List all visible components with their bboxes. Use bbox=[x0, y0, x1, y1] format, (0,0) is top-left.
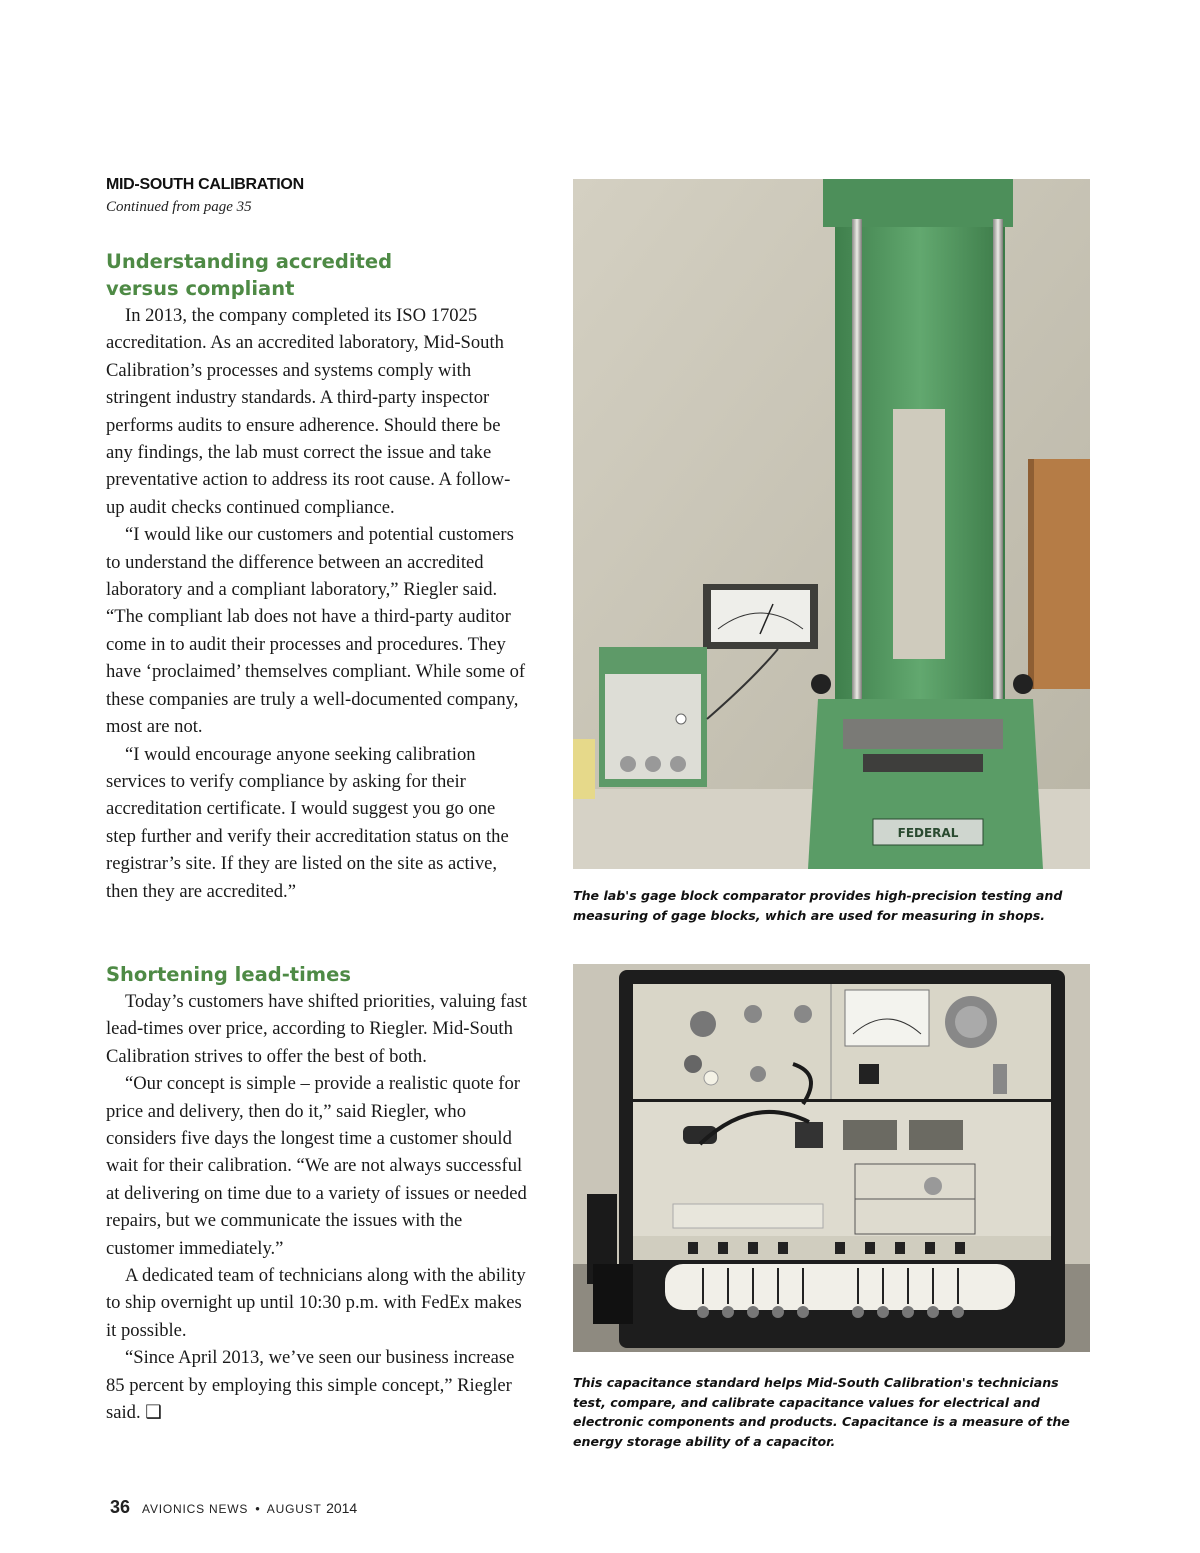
issue-month: AUGUST bbox=[266, 1502, 322, 1516]
footer-separator: • bbox=[255, 1501, 260, 1516]
continued-note: Continued from page 35 bbox=[106, 199, 252, 215]
photo-caption: This capacitance standard helps Mid-South Calibration's technicians test, compare, and calibrate capacitance values for electrical and electronic components and products. Capacitance is a measure of the energy storage ability of a capacitor. bbox=[573, 1375, 1070, 1449]
section-heading bbox=[106, 248, 528, 302]
paragraph: “I would like our customers and potential customers to understand the difference between an accredited laboratory and a compliant laboratory,” Riegler said. “The compliant lab does not have a third-party auditor come in to audit their processes and procedures. They have ‘proclaimed’ themselves compliant. While some of these companies are truly a well-documented company, most are not. bbox=[106, 524, 526, 738]
issue-year: 2014 bbox=[326, 1500, 358, 1516]
page-footer bbox=[110, 1497, 357, 1518]
section-heading: Shortening lead-times bbox=[106, 963, 351, 986]
page-number: 36 bbox=[110, 1497, 131, 1517]
magazine-name: AVIONICS NEWS bbox=[142, 1502, 249, 1516]
heading-line-2: versus compliant bbox=[106, 277, 295, 300]
article-section-1 bbox=[106, 248, 528, 905]
brand-plate-text: FEDERAL bbox=[897, 826, 959, 840]
capacitance-standard-photo bbox=[573, 964, 1090, 1352]
paragraph: “Since April 2013, we’ve seen our business increase 85 percent by employing this simple concept,” Riegler said. ❑ bbox=[106, 1347, 515, 1424]
paragraph: A dedicated team of technicians along with the ability to ship overnight up until 10:30 p.m. with FedEx makes it possible. bbox=[106, 1265, 526, 1341]
paragraph: “I would encourage anyone seeking calibration services to verify compliance by asking for their accreditation certificate. I would suggest you go one step further and verify their accreditation status on the registrar’s site. If they are listed on the site as active, then they are accredited.” bbox=[106, 743, 509, 902]
article-section-2 bbox=[106, 961, 528, 1427]
photo-caption: The lab's gage block comparator provides high-precision testing and measuring of gage blocks, which are used for measuring in shops. bbox=[573, 888, 1063, 923]
heading-line-1: Understanding accredited bbox=[106, 250, 393, 273]
gage-block-comparator-photo bbox=[573, 179, 1090, 869]
paragraph: In 2013, the company completed its ISO 17025 accreditation. As an accredited laboratory, Mid-South Calibration’s processes and systems comply with stringent industry standards. A third-party inspector performs audits to ensure adherence. Should there be any findings, the lab must correct the issue and take preventative action to address its root cause. A follow-up audit checks continued compliance. bbox=[106, 305, 511, 518]
paragraph: “Our concept is simple – provide a realistic quote for price and delivery, then do it,” said Riegler, who considers five days the longest time a customer should wait for their calibration. “We are not always successful at delivering on time due to a variety of issues or needed repairs, but we communicate the issues with the customer immediately.” bbox=[106, 1073, 527, 1259]
paragraph: Today’s customers have shifted priorities, valuing fast lead-times over price, according to Riegler. Mid-South Calibration strives to offer the best of both. bbox=[106, 991, 527, 1067]
section-kicker: MID-SOUTH CALIBRATION bbox=[106, 176, 304, 193]
